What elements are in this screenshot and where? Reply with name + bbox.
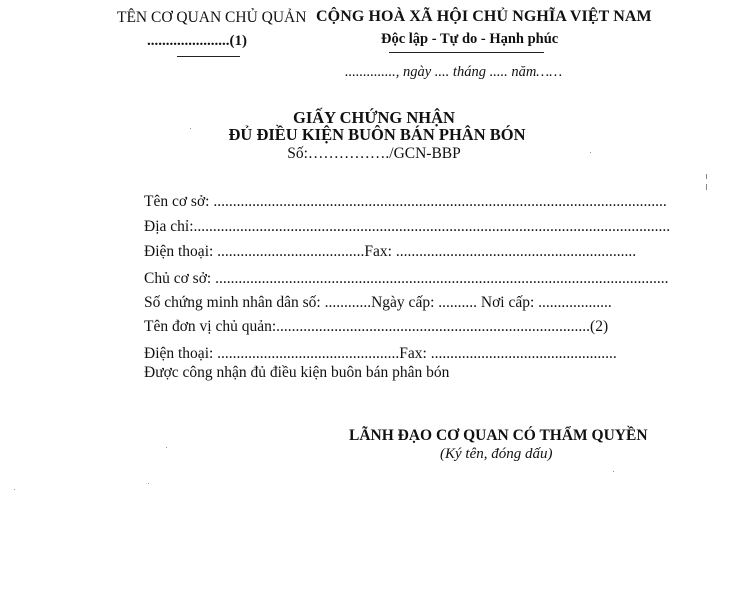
scan-mark: [706, 184, 707, 190]
field-phone-fax: Điện thoại: ......................................Fax: ..............................................................: [144, 243, 637, 260]
scan-speck: [14, 489, 15, 490]
agency-label: TÊN CƠ QUAN CHỦ QUẢN: [117, 9, 307, 26]
field-unit-phone-fax: Điện thoại: ...............................................Fax: ................................................: [144, 345, 617, 362]
scan-mark: [706, 174, 707, 179]
field-managing-unit: Tên đơn vị chủ quản:.................................................................................(2): [144, 318, 609, 335]
motto: Độc lập - Tự do - Hạnh phúc: [381, 31, 559, 47]
agency-placeholder: ......................(1): [147, 33, 247, 49]
field-address: Địa chỉ:...........................................................................................................................: [144, 218, 671, 235]
scan-speck: [190, 128, 191, 129]
field-facility-name: Tên cơ sở: .....................................................................................................................: [144, 193, 667, 210]
certificate-number: Số:……………./GCN-BBP: [287, 145, 461, 162]
scan-speck: [590, 152, 591, 153]
scan-speck: [166, 447, 167, 448]
scan-speck: [613, 471, 614, 472]
field-id-card: Số chứng minh nhân dân số: ............Ngày cấp: .......... Nơi cấp: ...................: [144, 294, 612, 311]
nation-heading: CỘNG HOÀ XÃ HỘI CHỦ NGHĨA VIỆT NAM: [316, 8, 652, 25]
scan-speck: [148, 483, 149, 484]
field-owner: Chủ cơ sở: .....................................................................................................................: [144, 270, 669, 287]
document-title: GIẤY CHỨNG NHẬN: [293, 108, 455, 127]
agency-underline: [177, 56, 240, 57]
document-subtitle: ĐỦ ĐIỀU KIỆN BUÔN BÁN PHÂN BÓN: [228, 125, 526, 144]
motto-underline: [389, 52, 544, 53]
dateline: .............., ngày .... tháng ..... năm……: [345, 64, 563, 80]
certification-statement: Được công nhận đủ điều kiện buôn bán phân bón: [144, 364, 450, 381]
signature-subtitle: (Ký tên, đóng dấu): [440, 446, 553, 462]
signature-title: LÃNH ĐẠO CƠ QUAN CÓ THẨM QUYỀN: [349, 427, 648, 444]
